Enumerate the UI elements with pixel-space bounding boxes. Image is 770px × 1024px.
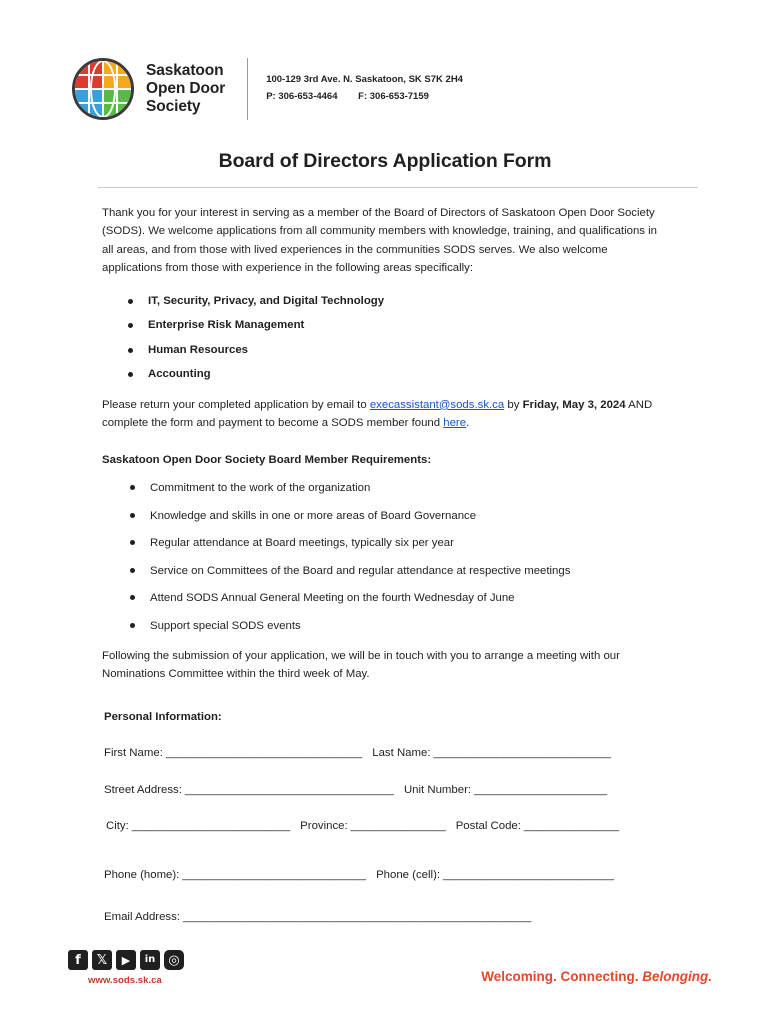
name-row [102,744,670,762]
email-link[interactable]: execassistant@sods.sk.ca [369,398,505,411]
tagline [481,969,712,986]
website-link[interactable]: www.sods.sk.ca [88,975,162,986]
org-name [146,62,225,116]
phone-cell-label: Phone (cell): [376,868,441,881]
tagline-part-1: Welcoming. Connecting. [481,969,643,984]
focus-areas-list [102,292,670,384]
closing-paragraph: Following the submission of your application, we will be in touch with you to arrange a meeting with our Nominations Committee within the third week of May. [102,649,620,681]
document-header [0,0,770,120]
first-name-input[interactable]: _______________________________ [165,747,363,760]
sods-logo-icon [72,58,134,120]
tagline-part-2: Belonging. [642,969,712,984]
return-text-1: Please return your completed application by email to [102,398,370,411]
street-address-label: Street Address: [104,783,182,796]
document-body [0,204,770,927]
list-item: Service on Committees of the Board and regular attendance at respective meetings [102,562,670,580]
org-name-line-1: Saskatoon [146,61,224,79]
requirements-list [102,479,670,635]
org-fax: F: 306-653-7159 [358,91,429,102]
phone-home-input[interactable]: _____________________________ [182,868,367,881]
page-title: Board of Directors Application Form [218,150,552,172]
deadline-text: Friday, May 3, 2024 [522,398,626,411]
return-text-2: by [504,398,523,411]
org-name-line-2: Open Door [146,79,226,97]
return-instructions [102,396,670,433]
requirements-heading: Saskatoon Open Door Society Board Member Requirements: [102,453,432,466]
list-item: Accounting [102,365,670,383]
city-label: City: [106,820,129,833]
personal-information-heading: Personal Information: [104,710,222,723]
intro-paragraph: Thank you for your interest in serving as a member of the Board of Directors of Saskatoon Open Door Society (SODS). We welcome applications from all community members with knowledge, training, and qualifications in all areas, and from those with lived experiences in the communities SODS serves. We also welcome applications from those with experience in the following areas specifically: [102,207,657,275]
social-links [68,950,184,986]
email-row [102,908,670,926]
list-item: Attend SODS Annual General Meeting on the fourth Wednesday of June [102,589,670,607]
email-address-label: Email Address: [104,911,180,924]
last-name-input[interactable]: ____________________________ [433,747,611,760]
phone-row [102,866,670,884]
org-phone: P: 306-653-4464 [266,91,338,102]
facebook-icon[interactable]: f [68,950,88,970]
province-input[interactable]: _______________ [350,820,446,833]
personal-information-form [102,744,670,926]
phone-home-label: Phone (home): [104,868,180,881]
list-item: Human Resources [102,341,670,359]
phone-cell-input[interactable]: ___________________________ [443,868,615,881]
org-name-line-3: Society [146,98,201,116]
list-item: Enterprise Risk Management [102,316,670,334]
return-text-4: . [466,417,470,430]
list-item: Support special SODS events [102,617,670,635]
membership-here-link[interactable]: here [443,417,467,430]
unit-number-label: Unit Number: [403,783,472,796]
province-label: Province: [300,820,348,833]
header-divider [247,58,248,120]
unit-number-input[interactable]: _____________________ [474,783,608,796]
postal-code-input[interactable]: _______________ [523,820,619,833]
email-address-input[interactable]: _______________________________________________________ [182,911,532,924]
linkedin-icon[interactable]: in [140,950,160,970]
document-footer [0,950,770,986]
org-address: 100-129 3rd Ave. N. Saskatoon, SK S7K 2H4 [266,74,463,86]
city-row [102,817,670,835]
youtube-icon[interactable]: ▶ [116,950,136,970]
org-contact-info [266,72,463,105]
city-input[interactable]: _________________________ [131,820,291,833]
list-item: Knowledge and skills in one or more areas of Board Governance [102,507,670,525]
first-name-label: First Name: [104,747,163,760]
list-item: Regular attendance at Board meetings, typically six per year [102,534,670,552]
list-item: Commitment to the work of the organization [102,479,670,497]
last-name-label: Last Name: [372,747,431,760]
address-row [102,781,670,799]
title-rule [98,187,698,188]
street-address-input[interactable]: _________________________________ [184,783,394,796]
list-item: IT, Security, Privacy, and Digital Technology [102,292,670,310]
x-twitter-icon[interactable]: 𝕏 [92,950,112,970]
postal-code-label: Postal Code: [455,820,521,833]
instagram-icon[interactable]: ◎ [164,950,184,970]
return-text-3: AND complete the form and payment to become a SODS member found [102,398,653,430]
